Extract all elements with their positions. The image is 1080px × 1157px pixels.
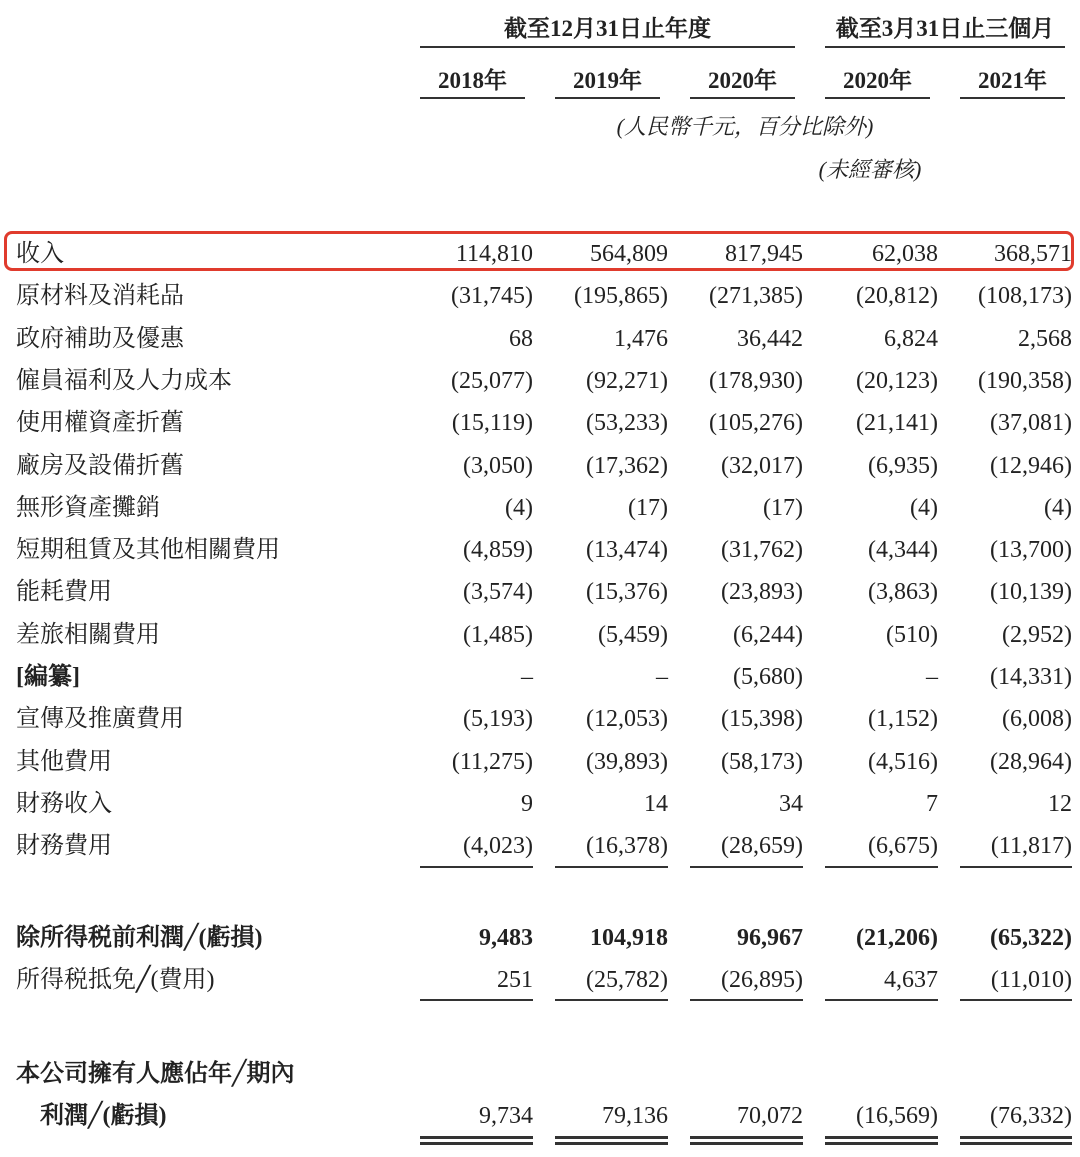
cell-2020-q1: (3,863): [868, 579, 938, 606]
table-row: [0, 656, 1080, 698]
table-row: [0, 402, 1080, 444]
cell-2020: 817,945: [725, 241, 803, 267]
cell-2020-q1: (4): [910, 494, 938, 521]
header-year-rule-5: [960, 97, 1065, 99]
row-label: 所得税抵免╱(費用): [16, 967, 215, 993]
subtotal-rule-1: [420, 866, 533, 868]
cell-2020-q1: (6,675): [868, 833, 938, 860]
cell-2018: (1,485): [463, 621, 533, 648]
cell-2018: –: [521, 664, 533, 690]
cell-2019: (92,271): [586, 367, 668, 394]
cell-2018: (3,574): [463, 579, 533, 606]
cell-2020: (31,762): [721, 537, 803, 564]
row-label: 其他費用: [16, 748, 112, 775]
cell-2020-q1: –: [926, 664, 938, 690]
cell-2018: (3,050): [463, 452, 533, 479]
cell-2018: (4,859): [463, 537, 533, 564]
cell-2020-q1: 62,038: [872, 241, 938, 267]
tax-rule-4: [825, 999, 938, 1001]
cell-2020: 70,072: [737, 1103, 803, 1129]
row-label: 廠房及設備折舊: [16, 452, 184, 479]
table-row: [0, 783, 1080, 825]
cell-2020-q1: (6,935): [868, 452, 938, 479]
cell-2020-q1: (4,516): [868, 748, 938, 775]
cell-2018: 9: [521, 790, 533, 817]
table-row: [0, 698, 1080, 740]
cell-2019: –: [656, 664, 668, 690]
cell-2019: 79,136: [602, 1103, 668, 1129]
cell-2020: (23,893): [721, 579, 803, 606]
subtotal-rule-3: [690, 866, 803, 868]
cell-2021-q1: (13,700): [990, 537, 1072, 564]
tax-rule-1: [420, 999, 533, 1001]
cell-2020-q1: (1,152): [868, 706, 938, 733]
header-year-5: 2021年: [978, 68, 1047, 93]
cell-2019: (25,782): [586, 967, 668, 993]
total-double-rule-4b: [825, 1142, 938, 1145]
cell-2021-q1: (14,331): [990, 664, 1072, 690]
total-double-rule-1b: [420, 1142, 533, 1145]
header-year-2: 2019年: [573, 68, 642, 93]
cell-2021-q1: (4): [1044, 494, 1072, 521]
cell-2021-q1: (11,817): [990, 833, 1072, 860]
cell-2020: (271,385): [709, 283, 803, 310]
cell-2020: (32,017): [721, 452, 803, 479]
cell-2018: (5,193): [463, 706, 533, 733]
header-year-4: 2020年: [843, 68, 912, 93]
row-label: 使用權資產折舊: [16, 410, 184, 437]
cell-2020-q1: (20,812): [856, 283, 938, 310]
row-label: 利潤╱(虧損): [40, 1103, 167, 1129]
total-double-rule-4a: [825, 1136, 938, 1139]
total-double-rule-2b: [555, 1142, 668, 1145]
cell-2021-q1: 368,571: [994, 241, 1072, 267]
cell-2020: (17): [763, 494, 803, 521]
cell-2018: (15,119): [451, 410, 533, 437]
cell-2018: (25,077): [451, 367, 533, 394]
row-label: 收入: [16, 241, 64, 267]
cell-2019: 1,476: [614, 325, 668, 352]
header-group-annual: 截至12月31日止年度: [504, 16, 711, 41]
table-row: [0, 741, 1080, 783]
row-label: 無形資產攤銷: [16, 494, 160, 521]
cell-2019: (17): [628, 494, 668, 521]
table-row: [0, 825, 1080, 867]
cell-2021-q1: (12,946): [990, 452, 1072, 479]
cell-2021-q1: (37,081): [990, 410, 1072, 437]
cell-2020-q1: (16,569): [856, 1103, 938, 1129]
row-label: 能耗費用: [16, 579, 112, 606]
row-label: 財務收入: [16, 790, 112, 817]
table-row: [0, 529, 1080, 571]
cell-2020: (5,680): [733, 664, 803, 690]
cell-2019: (53,233): [586, 410, 668, 437]
cell-2018: 114,810: [455, 241, 533, 267]
cell-2020: (58,173): [721, 748, 803, 775]
row-label: 原材料及消耗品: [16, 283, 184, 310]
row-label: 僱員福利及人力成本: [16, 367, 232, 394]
tax-rule-2: [555, 999, 668, 1001]
cell-2019: (39,893): [586, 748, 668, 775]
cell-2018: 9,734: [479, 1103, 533, 1129]
header-year-rule-3: [690, 97, 795, 99]
cell-2019: (15,376): [586, 579, 668, 606]
cell-2018: 251: [497, 967, 533, 993]
header-year-3: 2020年: [708, 68, 777, 93]
row-label: 差旅相關費用: [16, 621, 160, 648]
cell-2019: (16,378): [586, 833, 668, 860]
row-label: 政府補助及優惠: [16, 325, 184, 352]
total-double-rule-2a: [555, 1136, 668, 1139]
row-label: [編纂]: [16, 664, 80, 690]
table-row: [0, 233, 1080, 275]
header-year-rule-1: [420, 97, 525, 99]
total-double-rule-1a: [420, 1136, 533, 1139]
table-row: [0, 275, 1080, 317]
profit-before-tax-row: [0, 917, 1080, 959]
header-group-annual-rule: [420, 46, 795, 48]
cell-2019: (195,865): [574, 283, 668, 310]
header-year-rule-2: [555, 97, 660, 99]
tax-rule-3: [690, 999, 803, 1001]
row-label: 除所得税前利潤╱(虧損): [16, 925, 263, 951]
cell-2020-q1: 7: [926, 790, 938, 817]
total-double-rule-3a: [690, 1136, 803, 1139]
cell-2020: (26,895): [721, 967, 803, 993]
cell-2019: (17,362): [586, 452, 668, 479]
unaudited-note: (未經審核): [818, 157, 922, 182]
cell-2020-q1: (4,344): [868, 537, 938, 564]
cell-2020: 36,442: [737, 325, 803, 352]
cell-2020: (15,398): [721, 706, 803, 733]
cell-2020-q1: (21,141): [856, 410, 938, 437]
cell-2018: (4): [505, 494, 533, 521]
table-row: [0, 487, 1080, 529]
cell-2018: (31,745): [451, 283, 533, 310]
cell-2021-q1: 12: [1048, 790, 1072, 817]
cell-2021-q1: (11,010): [990, 967, 1072, 993]
header-group-quarter-rule: [825, 46, 1065, 48]
cell-2020-q1: (21,206): [856, 925, 938, 951]
header-year-1: 2018年: [438, 68, 507, 93]
cell-2019: (13,474): [586, 537, 668, 564]
cell-2020: 34: [779, 790, 803, 817]
cell-2020-q1: 6,824: [884, 325, 938, 352]
cell-2018: 68: [509, 325, 533, 352]
cell-2018: (11,275): [451, 748, 533, 775]
table-row: [0, 360, 1080, 402]
tax-rule-5: [960, 999, 1072, 1001]
cell-2019: 104,918: [590, 925, 668, 951]
cell-2021-q1: (108,173): [978, 283, 1072, 310]
cell-2021-q1: (76,332): [990, 1103, 1072, 1129]
attributable-label-line1: 本公司擁有人應佔年╱期內: [16, 1061, 295, 1087]
cell-2021-q1: (65,322): [990, 925, 1072, 951]
subtotal-rule-2: [555, 866, 668, 868]
cell-2021-q1: (190,358): [978, 367, 1072, 394]
table-row: [0, 571, 1080, 613]
cell-2019: 564,809: [590, 241, 668, 267]
unit-note: (人民幣千元，百分比除外): [616, 114, 874, 139]
table-row: [0, 614, 1080, 656]
cell-2020: (178,930): [709, 367, 803, 394]
row-label: 短期租賃及其他相關費用: [16, 537, 280, 564]
cell-2021-q1: (10,139): [990, 579, 1072, 606]
subtotal-rule-4: [825, 866, 938, 868]
cell-2019: (12,053): [586, 706, 668, 733]
cell-2018: 9,483: [479, 925, 533, 951]
table-row: [0, 318, 1080, 360]
cell-2019: 14: [644, 790, 668, 817]
cell-2020-q1: 4,637: [884, 967, 938, 993]
income-tax-row: [0, 959, 1080, 1001]
cell-2020: (105,276): [709, 410, 803, 437]
row-label: 宣傳及推廣費用: [16, 706, 184, 733]
cell-2019: (5,459): [598, 621, 668, 648]
attributable-profit-row: [0, 1095, 1080, 1137]
cell-2021-q1: (28,964): [990, 748, 1072, 775]
cell-2018: (4,023): [463, 833, 533, 860]
row-label: 財務費用: [16, 833, 112, 860]
total-double-rule-5b: [960, 1142, 1072, 1145]
cell-2020: (28,659): [721, 833, 803, 860]
cell-2020: 96,967: [737, 925, 803, 951]
cell-2020-q1: (20,123): [856, 367, 938, 394]
cell-2021-q1: (6,008): [1002, 706, 1072, 733]
subtotal-rule-5: [960, 866, 1072, 868]
total-double-rule-3b: [690, 1142, 803, 1145]
cell-2021-q1: 2,568: [1018, 325, 1072, 352]
header-year-rule-4: [825, 97, 930, 99]
header-group-quarter: 截至3月31日止三個月: [835, 16, 1055, 41]
total-double-rule-5a: [960, 1136, 1072, 1139]
table-row: [0, 445, 1080, 487]
cell-2021-q1: (2,952): [1002, 621, 1072, 648]
cell-2020-q1: (510): [886, 621, 938, 648]
cell-2020: (6,244): [733, 621, 803, 648]
